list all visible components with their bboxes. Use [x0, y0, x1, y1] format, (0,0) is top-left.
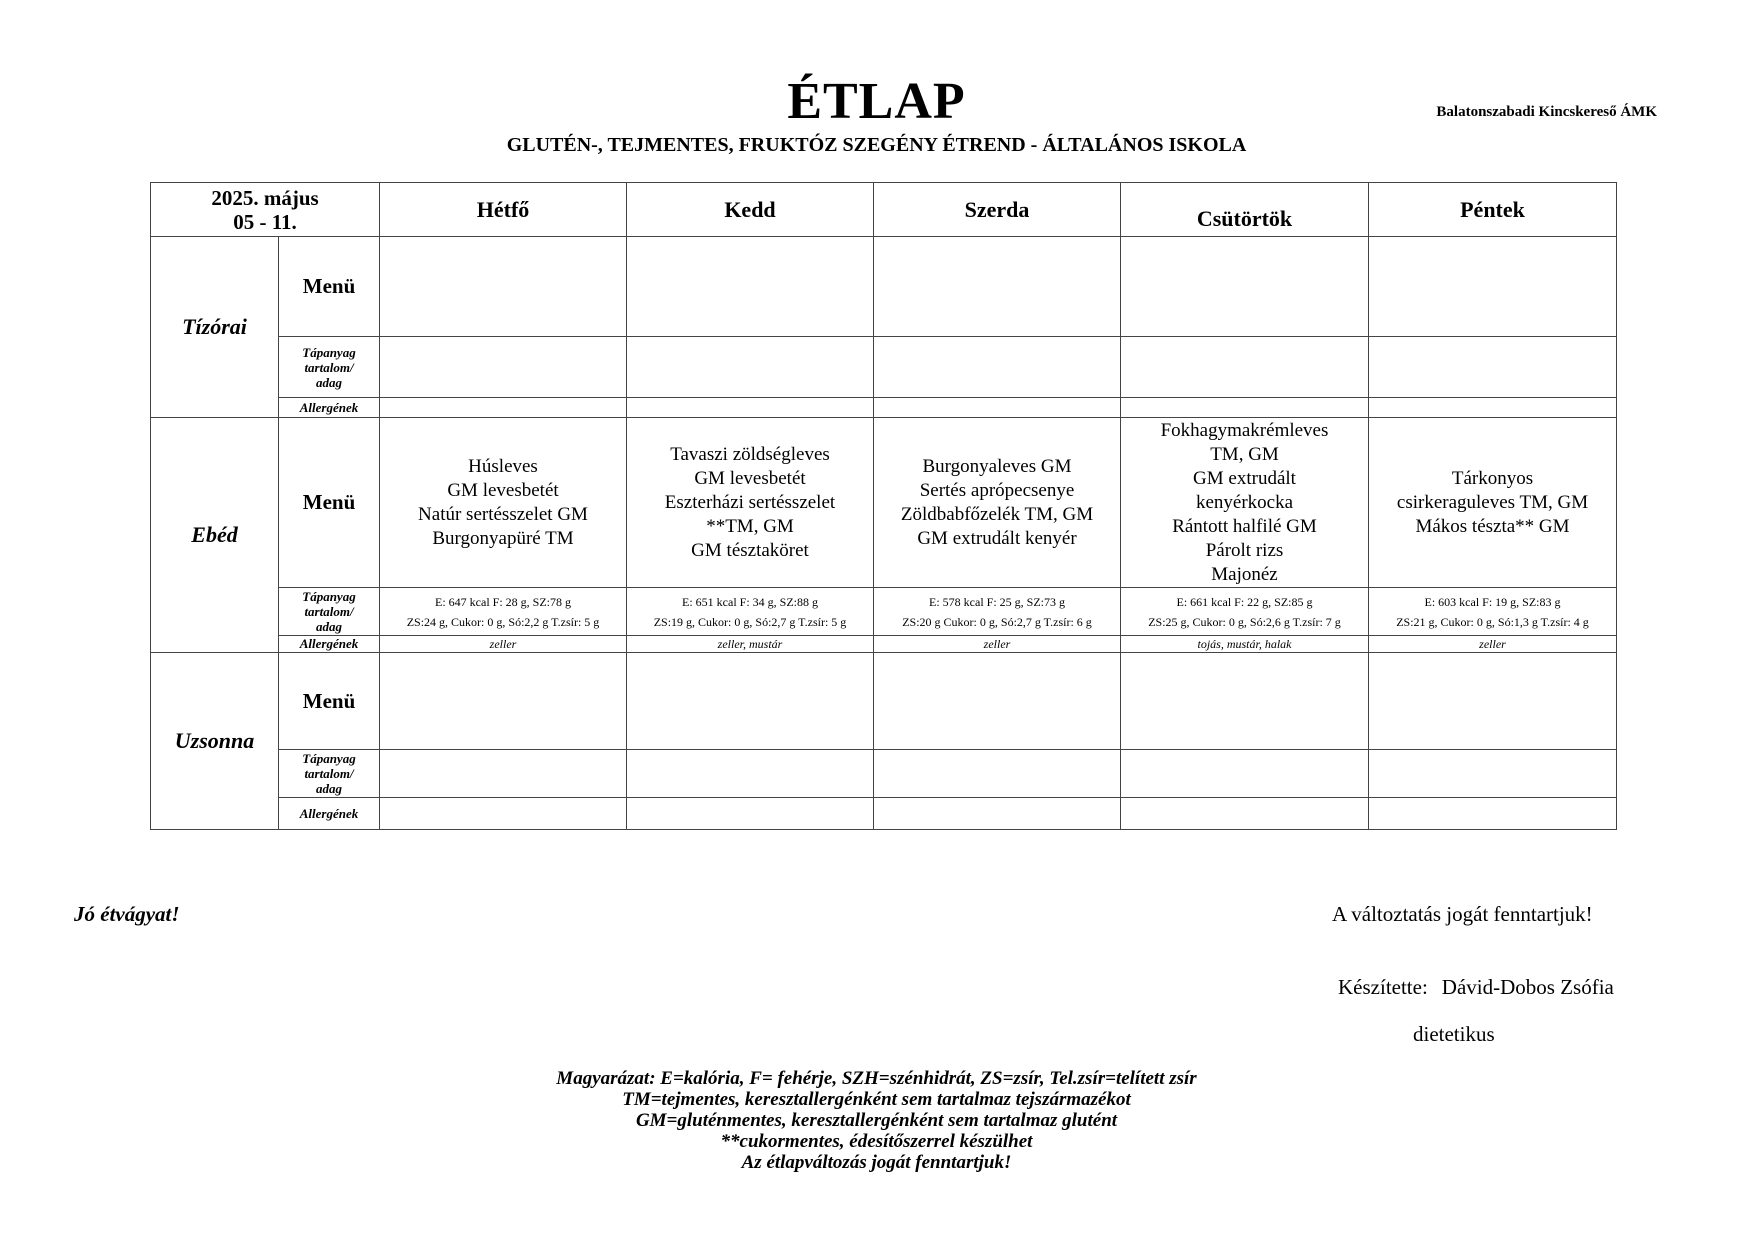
- menu-cell: [874, 237, 1121, 337]
- nutrition-cell: [627, 750, 874, 798]
- meal-label-ebed: Ebéd: [151, 418, 279, 653]
- lunch-allergens-friday: zeller: [1369, 636, 1617, 653]
- header-row: [151, 183, 1617, 237]
- legend-line: TM=tejmentes, keresztallergénként sem tartalmaz tejszármazékot: [622, 1089, 1131, 1110]
- table-row: [151, 418, 1617, 588]
- made-by: [1338, 975, 1614, 1000]
- meal-label-tizorai: Tízórai: [151, 237, 279, 418]
- change-notice: A változtatás jogát fenntartjuk!: [1332, 902, 1593, 926]
- date-range-cell: [151, 183, 380, 237]
- table-row: [151, 653, 1617, 750]
- allergen-cell: [1369, 398, 1617, 418]
- legend-line: Az étlapváltozás jogát fenntartjuk!: [741, 1152, 1012, 1173]
- allergen-cell: [380, 398, 627, 418]
- nutrition-cell: [1121, 337, 1369, 398]
- table-row: [151, 337, 1617, 398]
- nutrition-cell: [627, 337, 874, 398]
- nutrition-cell: [380, 750, 627, 798]
- lunch-nutrition-wednesday: E: 578 kcal F: 25 g, SZ:73 g ZS:20 g Cukor: 0 g, Só:2,7 g T.zsír: 6 g: [874, 588, 1121, 636]
- nutrition-cell: [1121, 750, 1369, 798]
- date-days: 05 - 11.: [233, 209, 297, 234]
- organization-name: Balatonszabadi Kincskereső ÁMK: [1436, 104, 1657, 120]
- lunch-nutrition-friday: E: 603 kcal F: 19 g, SZ:83 g ZS:21 g, Cukor: 0 g, Só:1,3 g T.zsír: 4 g: [1369, 588, 1617, 636]
- lunch-dish-friday: Tárkonyos csirkeraguleves TM, GM Mákos tészta** GM: [1369, 418, 1617, 588]
- made-by-label: Készítette:: [1338, 975, 1428, 999]
- meal-label-uzsonna: Uzsonna: [151, 653, 279, 830]
- menu-cell: [1369, 653, 1617, 750]
- lunch-dish-wednesday: Burgonyaleves GM Sertés aprópecsenye Zöldbabfőzelék TM, GM GM extrudált kenyér: [874, 418, 1121, 588]
- lunch-allergens-tuesday: zeller, mustár: [627, 636, 874, 653]
- lunch-allergens-thursday: tojás, mustár, halak: [1121, 636, 1369, 653]
- day-header-wednesday: Szerda: [874, 183, 1121, 237]
- page-title: ÉTLAP: [787, 73, 966, 130]
- row-label-allergens: Allergének: [279, 798, 380, 830]
- menu-cell: [1121, 653, 1369, 750]
- menu-table: [150, 182, 1617, 830]
- table-row: [151, 798, 1617, 830]
- allergen-cell: [1121, 798, 1369, 830]
- menu-cell: [380, 237, 627, 337]
- lunch-dish-monday: Húsleves GM levesbetét Natúr sertésszelet GM Burgonyapüré TM: [380, 418, 627, 588]
- nutrition-cell: [874, 337, 1121, 398]
- row-label-menu: Menü: [279, 237, 380, 337]
- row-label-allergens: Allergének: [279, 636, 380, 653]
- row-label-nutrition: Tápanyag tartalom/ adag: [279, 337, 380, 398]
- allergen-cell: [874, 798, 1121, 830]
- menu-cell: [380, 653, 627, 750]
- row-label-menu: Menü: [279, 653, 380, 750]
- row-label-nutrition: Tápanyag tartalom/ adag: [279, 750, 380, 798]
- menu-cell: [874, 653, 1121, 750]
- nutrition-cell: [1369, 337, 1617, 398]
- nutrition-cell: [1369, 750, 1617, 798]
- allergen-cell: [874, 398, 1121, 418]
- menu-cell: [1121, 237, 1369, 337]
- allergen-cell: [627, 398, 874, 418]
- menu-cell: [627, 237, 874, 337]
- allergen-cell: [380, 798, 627, 830]
- legend: [0, 1068, 1753, 1173]
- day-header-tuesday: Kedd: [627, 183, 874, 237]
- table-row: [151, 750, 1617, 798]
- row-label-nutrition: Tápanyag tartalom/ adag: [279, 588, 380, 636]
- legend-line: Magyarázat: E=kalória, F= fehérje, SZH=szénhidrát, ZS=zsír, Tel.zsír=telített zsír: [556, 1068, 1197, 1089]
- lunch-dish-thursday: Fokhagymakrémleves TM, GM GM extrudált kenyérkocka Rántott halfilé GM Párolt rizs Majonéz: [1121, 418, 1369, 588]
- table-row: [151, 636, 1617, 653]
- lunch-allergens-wednesday: zeller: [874, 636, 1121, 653]
- table-row: [151, 588, 1617, 636]
- day-header-thursday: Csütörtök: [1121, 183, 1369, 237]
- day-header-friday: Péntek: [1369, 183, 1617, 237]
- lunch-nutrition-tuesday: E: 651 kcal F: 34 g, SZ:88 g ZS:19 g, Cukor: 0 g, Só:2,7 g T.zsír: 5 g: [627, 588, 874, 636]
- row-label-menu: Menü: [279, 418, 380, 588]
- legend-line: **cukormentes, édesítőszerrel készülhet: [720, 1131, 1033, 1152]
- allergen-cell: [1369, 798, 1617, 830]
- menu-cell: [627, 653, 874, 750]
- author-role: dietetikus: [1413, 1022, 1495, 1046]
- allergen-cell: [627, 798, 874, 830]
- legend-line: GM=gluténmentes, keresztallergénként sem tartalmaz glutént: [635, 1110, 1118, 1131]
- allergen-cell: [1121, 398, 1369, 418]
- row-label-allergens: Allergének: [279, 398, 380, 418]
- lunch-nutrition-monday: E: 647 kcal F: 28 g, SZ:78 g ZS:24 g, Cukor: 0 g, Só:2,2 g T.zsír: 5 g: [380, 588, 627, 636]
- nutrition-cell: [380, 337, 627, 398]
- lunch-allergens-monday: zeller: [380, 636, 627, 653]
- page-subtitle: GLUTÉN-, TEJMENTES, FRUKTÓZ SZEGÉNY ÉTREND - ÁLTALÁNOS ISKOLA: [506, 134, 1247, 156]
- nutrition-cell: [874, 750, 1121, 798]
- greeting-text: Jó étvágyat!: [74, 902, 180, 926]
- table-row: [151, 398, 1617, 418]
- date-month: 2025. május: [211, 185, 319, 210]
- table-row: [151, 237, 1617, 337]
- made-by-name: Dávid-Dobos Zsófia: [1441, 975, 1614, 999]
- day-header-monday: Hétfő: [380, 183, 627, 237]
- lunch-dish-tuesday: Tavaszi zöldségleves GM levesbetét Eszterházi sertésszelet **TM, GM GM tésztaköret: [627, 418, 874, 588]
- menu-cell: [1369, 237, 1617, 337]
- lunch-nutrition-thursday: E: 661 kcal F: 22 g, SZ:85 g ZS:25 g, Cukor: 0 g, Só:2,6 g T.zsír: 7 g: [1121, 588, 1369, 636]
